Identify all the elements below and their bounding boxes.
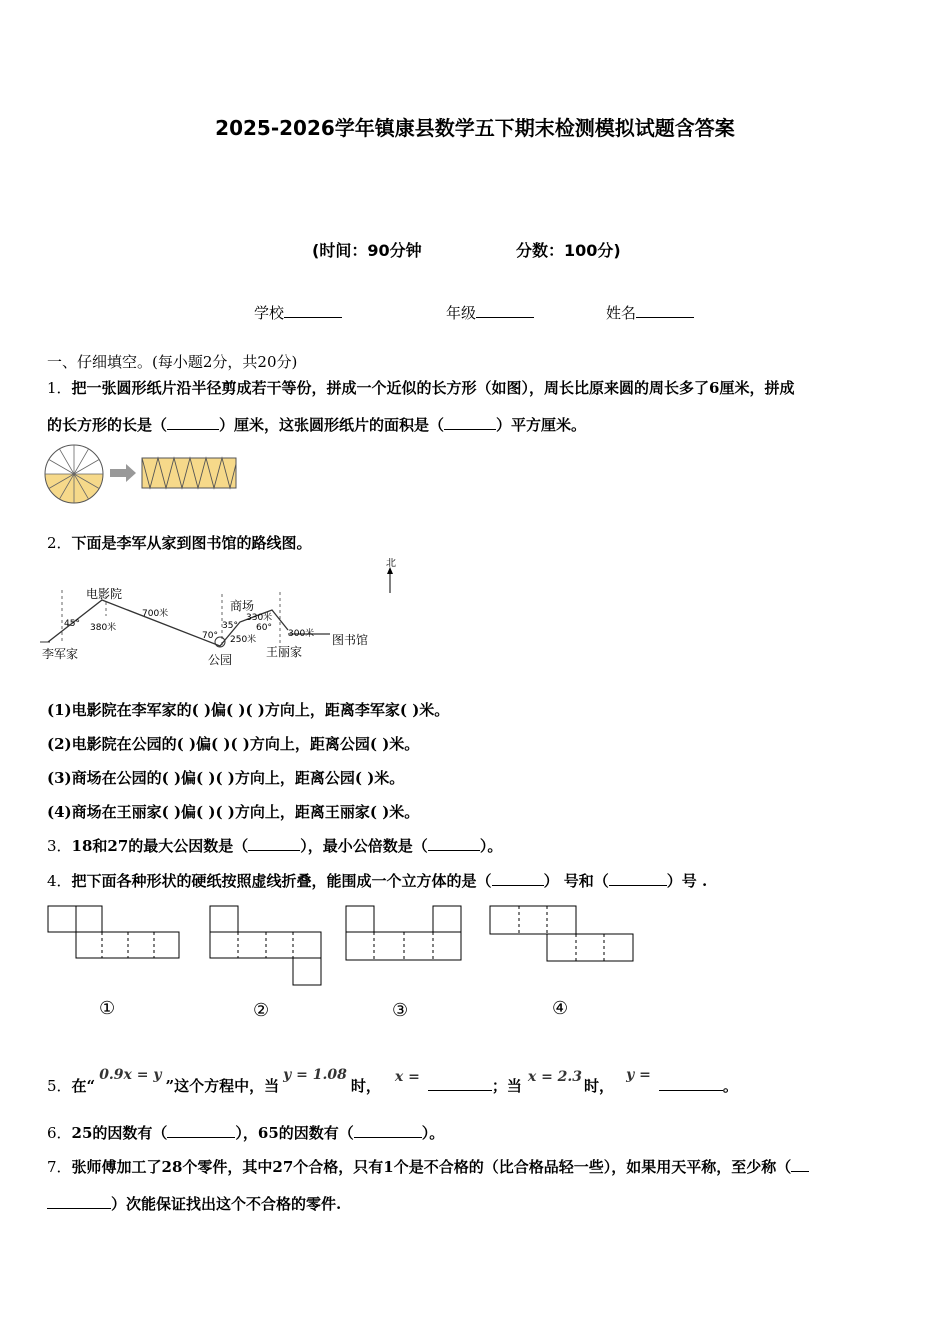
question-6-number: 6． [47,1124,72,1142]
cinema-label: 电影院 [86,587,123,601]
q3-text-a: 18和27的最大公因数是（ [71,837,249,855]
question-5-number: 5． [47,1077,72,1095]
q3-blank-2[interactable] [428,836,480,851]
school-blank[interactable] [284,303,342,318]
q5-text-b: ”这个方程中，当 [165,1077,280,1095]
q5-text-e: 时， [584,1077,615,1095]
question-2-sub-1: (1)电影院在李军家的( )偏( )( )方向上，距离李军家( )米。 [47,701,450,719]
grade-field [446,302,534,323]
q7-blank-end[interactable] [47,1194,111,1209]
angle-35: 35° [222,621,238,631]
question-7-line-2 [47,1193,341,1214]
net-label-4: ④ [552,998,569,1019]
q6-text-b: ），65的因数有（ [235,1124,354,1142]
q5-blank-1[interactable] [428,1076,492,1091]
q3-text-c: ）。 [479,837,503,855]
home-label: 李军家 [42,647,79,661]
question-6 [47,1122,444,1143]
angle-45: 45° [64,619,80,629]
q5-text-a: 在“ [71,1077,96,1095]
net-label-3: ③ [392,1000,409,1021]
page-title: 2025-2026学年镇康县数学五下期末检测模拟试题含答案 [215,116,735,140]
library-label: 图书馆 [332,633,369,647]
distance-700: 700米 [142,609,169,619]
section-heading: 一、仔细填空。(每小题2分，共20分) [47,353,298,371]
q5-text-c: 时， [350,1077,381,1095]
q7-blank-start[interactable] [791,1157,809,1172]
wang-label: 王丽家 [266,645,303,659]
name-field [606,302,694,323]
question-2-number: 2． [47,534,72,552]
question-1-line-2 [47,414,586,435]
q6-text-a: 25的因数有（ [71,1124,168,1142]
q6-text-c: ）。 [421,1124,445,1142]
q5-x-equals: x = [394,1069,420,1085]
q6-blank-2[interactable] [354,1123,422,1138]
exam-time: (时间：90分钟 [312,241,422,260]
net-2 [210,906,321,985]
question-3-number: 3． [47,837,72,855]
distance-250: 250米 [230,635,257,645]
net-label-1: ① [99,998,116,1019]
q6-blank-1[interactable] [167,1123,235,1138]
question-7-line-1 [47,1156,809,1177]
q3-blank-1[interactable] [248,836,300,851]
question-2-text: 下面是李军从家到图书馆的路线图。 [71,534,312,552]
school-label: 学校 [254,304,285,322]
question-5 [47,1067,738,1096]
question-3 [47,835,502,856]
q1-blank-1[interactable] [167,415,219,430]
grade-label: 年级 [446,304,477,322]
distance-380: 380米 [90,623,117,633]
angle-60: 60° [256,623,272,633]
question-2-sub-2: (2)电影院在公园的( )偏( )( )方向上，距离公园( )米。 [47,735,420,753]
mall-label: 商场 [230,599,255,613]
question-2-sub-3: (3)商场在公园的( )偏( )( )方向上，距离公园( )米。 [47,769,405,787]
arrow-icon [110,464,136,482]
name-blank[interactable] [636,303,694,318]
approximate-rectangle [142,458,236,488]
q1-text-a: 的长方形的长是（ [47,416,168,434]
distance-330: 330米 [246,613,273,623]
q5-x-value: x = 2.3 [527,1069,583,1085]
q5-y-value: y = 1.08 [283,1067,347,1083]
net-label-2: ② [253,1000,270,1021]
q5-blank-2[interactable] [659,1076,723,1091]
q4-text-a: 把下面各种形状的硬纸按照虚线折叠，能围成一个立方体的是（ [71,872,492,890]
net-1 [48,906,179,958]
q4-text-c: ）号 . [666,872,708,890]
question-1-number: 1． [47,379,72,397]
north-arrow-icon [387,567,393,593]
school-field [254,302,342,323]
q4-blank-2[interactable] [609,871,667,886]
q4-text-b: ） 号和（ [543,872,609,890]
question-7-number: 7． [47,1158,72,1176]
question-4-number: 4． [47,872,72,890]
grade-blank[interactable] [476,303,534,318]
question-7-text: 张师傅加工了28个零件，其中27个合格，只有1个是不合格的（比合格品轻一些），如果用天平称，至少称（ [71,1158,792,1176]
q1-text-c: ）平方厘米。 [496,416,587,434]
question-2 [47,532,312,553]
angle-70: 70° [202,631,218,641]
divided-circle [45,445,103,503]
question-4 [47,870,707,891]
q5-text-d: ；当 [491,1077,522,1095]
question-7-text-2: ）次能保证找出这个不合格的零件. [111,1195,342,1213]
q5-text-f: 。 [722,1077,738,1095]
q5-equation: 0.9x = y [99,1067,162,1083]
net-3 [346,906,461,960]
circle-to-rectangle-figure [44,444,244,506]
exam-score: 分数：100分) [516,241,621,260]
distance-300: 300米 [288,629,315,639]
question-1-text: 把一张圆形纸片沿半径剪成若干等份，拼成一个近似的长方形（如图），周长比原来圆的周长多了6厘米，拼成 [71,379,795,397]
q5-y-equals: y = [626,1067,651,1083]
q4-blank-1[interactable] [492,871,544,886]
q3-text-b: ），最小公倍数是（ [300,837,428,855]
cube-nets-figure [44,902,644,992]
net-4 [490,906,633,961]
q1-text-b: ）厘米，这张圆形纸片的面积是（ [219,416,445,434]
q1-blank-2[interactable] [444,415,496,430]
park-label: 公园 [208,653,233,667]
route-map [40,558,410,673]
question-2-sub-4: (4)商场在王丽家( )偏( )( )方向上，距离王丽家( )米。 [47,803,420,821]
question-1-line-1 [47,377,795,398]
north-label: 北 [386,558,396,569]
name-label: 姓名 [606,304,637,322]
